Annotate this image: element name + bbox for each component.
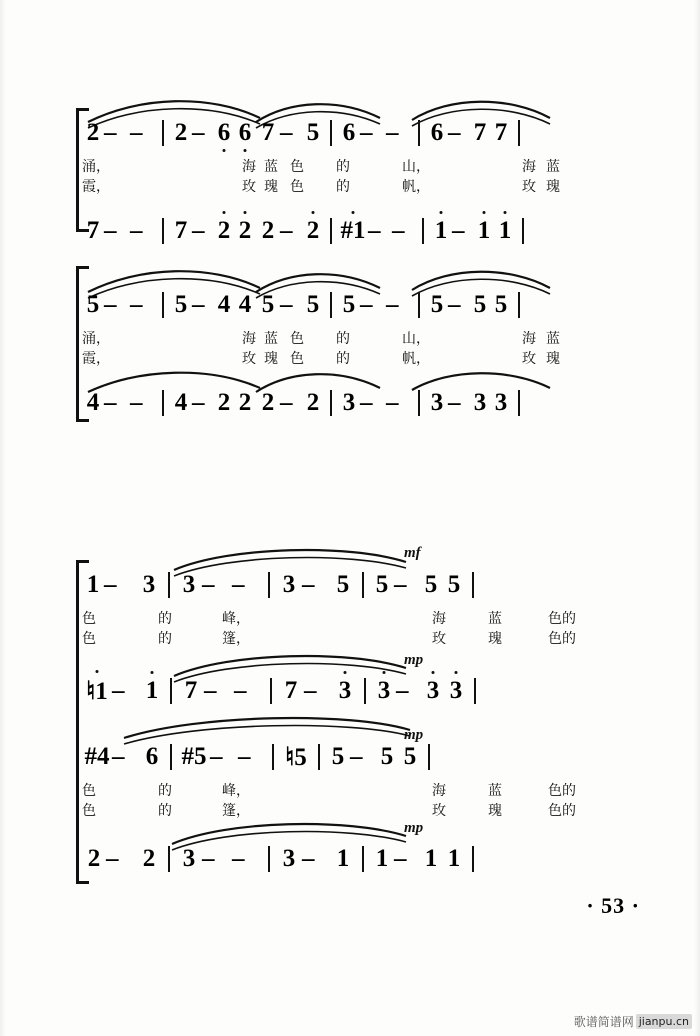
s2-voice3-staff — [82, 740, 436, 774]
lyric-cell: 瑰 — [546, 351, 560, 367]
note: 2 — [142, 845, 156, 872]
note-extender: – — [130, 119, 143, 146]
note: 1 — [86, 571, 100, 598]
note: 3 — [282, 571, 296, 598]
note-extender: – — [302, 845, 315, 872]
note: 7 — [174, 217, 188, 244]
note-extender: – — [192, 291, 205, 318]
lyric-cell: 玫 — [522, 179, 536, 195]
note: 6 — [234, 119, 256, 147]
note-extender: – — [386, 389, 399, 416]
note-extender: – — [302, 571, 315, 598]
note: 1 — [474, 217, 494, 245]
note-sharp: #1 — [338, 217, 368, 245]
note: 6 — [145, 743, 159, 770]
note: 5 — [424, 571, 438, 598]
s1-voice3-staff — [82, 288, 526, 322]
lyric-cell: 霞， — [82, 351, 110, 367]
lyric-cell: 的 — [336, 351, 350, 367]
barline — [272, 744, 274, 770]
lyric-cell: 玫 — [242, 179, 256, 195]
note: 3 — [182, 845, 196, 872]
note-extender: – — [386, 119, 399, 146]
lyric-cell: 篷， — [222, 631, 250, 647]
lyric-cell: 色 — [290, 331, 304, 347]
lyric-cell: 蓝 — [546, 331, 560, 347]
note-extender: – — [394, 845, 407, 872]
dynamic-mp-2: mp — [404, 727, 424, 743]
lyric-cell: 蓝 — [488, 611, 502, 627]
lyric-cell: 玫 — [432, 803, 446, 819]
barline — [428, 744, 430, 770]
note: 5 — [86, 291, 100, 318]
lyric-cell: 色 — [82, 783, 96, 799]
note-extender: – — [304, 677, 317, 704]
footer-label: 歌谱简谱网 — [573, 1015, 634, 1029]
dynamic-mf: mf — [404, 545, 421, 561]
note-extender: – — [112, 743, 125, 770]
lyric-cell: 海 — [242, 159, 256, 175]
lyric-cell: 峰， — [222, 783, 250, 799]
note-extender: – — [130, 291, 143, 318]
note-extender: – — [104, 217, 117, 244]
note-extender: – — [112, 677, 125, 704]
note: 5 — [331, 743, 345, 770]
lyric-cell: 瑰 — [546, 179, 560, 195]
note: 7 — [494, 119, 508, 146]
note: 2 — [86, 119, 100, 146]
note: 7 — [261, 119, 275, 146]
note-extender: – — [448, 389, 461, 416]
note: 5 — [306, 291, 320, 318]
note-extender: – — [192, 119, 205, 146]
barline — [170, 744, 172, 770]
barline — [170, 678, 172, 704]
lyric-cell: 色的 — [548, 803, 576, 819]
lyric-cell: 玫 — [432, 631, 446, 647]
lyric-cell: 色 — [82, 631, 96, 647]
lyric-cell: 瑰 — [488, 631, 502, 647]
barline — [268, 572, 270, 598]
note: 5 — [447, 571, 461, 598]
lyric-cell: 帆， — [402, 351, 430, 367]
note-extender: – — [360, 291, 373, 318]
note-natural: ♮1 — [82, 676, 112, 706]
dynamic-mp-1: mp — [404, 652, 424, 668]
note: 5 — [336, 571, 350, 598]
note-extender: – — [202, 571, 215, 598]
note-extender: – — [210, 743, 223, 770]
note: 2 — [217, 389, 231, 416]
s1-voice1-staff — [82, 116, 526, 150]
s2-voice1-staff — [82, 568, 480, 602]
note: 2 — [261, 389, 275, 416]
footer-watermark — [574, 1013, 692, 1030]
note-extender: – — [204, 677, 217, 704]
note: 3 — [342, 389, 356, 416]
lyric-cell: 玫 — [242, 351, 256, 367]
dynamic-mp-3: mp — [404, 820, 424, 836]
lyric-cell: 的 — [158, 803, 172, 819]
s1-voice2-staff — [82, 214, 530, 248]
lyric-cell: 山， — [402, 331, 430, 347]
note-extender: – — [280, 217, 293, 244]
note-sharp: #4 — [84, 743, 110, 770]
barline — [518, 292, 520, 318]
barline — [330, 120, 332, 146]
note-extender: – — [448, 291, 461, 318]
note: 3 — [332, 677, 358, 705]
barline — [162, 120, 164, 146]
note: 7 — [284, 677, 298, 704]
lyric-cell: 蓝 — [488, 783, 502, 799]
note-extender: – — [104, 389, 117, 416]
note: 3 — [422, 677, 444, 705]
note-extender: – — [192, 217, 205, 244]
barline — [472, 572, 474, 598]
page-edge-left — [0, 0, 6, 1036]
lyric-cell: 海 — [242, 331, 256, 347]
note-extender: – — [360, 119, 373, 146]
note: 5 — [342, 291, 356, 318]
barline — [418, 120, 420, 146]
note-extender: – — [280, 291, 293, 318]
note: 1 — [336, 845, 350, 872]
note-extender: – — [238, 743, 251, 770]
barline — [270, 678, 272, 704]
note: 2 — [87, 845, 101, 872]
lyric-cell: 蓝 — [546, 159, 560, 175]
barline — [522, 218, 524, 244]
note: 5 — [380, 743, 394, 770]
note: 5 — [403, 743, 417, 770]
lyric-cell: 瑰 — [264, 351, 278, 367]
note: 1 — [430, 217, 452, 245]
note: 3 — [182, 571, 196, 598]
note-extender: – — [104, 571, 117, 598]
note-extender: – — [232, 845, 245, 872]
lyric-cell: 峰， — [222, 611, 250, 627]
note-extender: – — [232, 571, 245, 598]
note-extender: – — [448, 119, 461, 146]
lyric-cell: 涌， — [82, 331, 110, 347]
note-extender: – — [192, 389, 205, 416]
lyric-cell: 山， — [402, 159, 430, 175]
lyric-cell: 的 — [158, 631, 172, 647]
note: 3 — [142, 571, 156, 598]
note-extender: – — [280, 119, 293, 146]
note: 5 — [261, 291, 275, 318]
note-extender: – — [452, 217, 465, 244]
barline — [162, 218, 164, 244]
note: 7 — [473, 119, 487, 146]
barline — [168, 846, 170, 872]
barline — [330, 218, 332, 244]
note: 1 — [494, 217, 516, 245]
note: 6 — [430, 119, 444, 146]
lyric-cell: 海 — [432, 611, 446, 627]
note: 2 — [174, 119, 188, 146]
note: 4 — [238, 291, 252, 318]
note: 6 — [342, 119, 356, 146]
barline — [418, 390, 420, 416]
note-extender: – — [396, 677, 409, 704]
s2-voice2-staff — [82, 674, 482, 708]
barline — [422, 218, 424, 244]
note: 5 — [306, 119, 320, 146]
lyric-cell: 的 — [336, 331, 350, 347]
note-extender: – — [368, 217, 381, 244]
barline — [330, 390, 332, 416]
lyric-cell: 蓝 — [264, 331, 278, 347]
lyric-cell: 帆， — [402, 179, 430, 195]
lyric-cell: 涌， — [82, 159, 110, 175]
lyric-cell: 色的 — [548, 631, 576, 647]
lyric-cell: 色的 — [548, 611, 576, 627]
barline — [362, 846, 364, 872]
lyric-cell: 色 — [82, 611, 96, 627]
note: 2 — [261, 217, 275, 244]
note: 3 — [430, 389, 444, 416]
lyric-cell: 篷， — [222, 803, 250, 819]
footer-site: jianpu.cn — [636, 1014, 692, 1029]
note: 3 — [372, 677, 396, 705]
barline — [474, 678, 476, 704]
barline — [168, 572, 170, 598]
barline — [330, 292, 332, 318]
lyric-cell: 色的 — [548, 783, 576, 799]
lyric-cell: 色 — [82, 803, 96, 819]
note: 1 — [447, 845, 461, 872]
note: 1 — [140, 677, 164, 705]
barline — [518, 390, 520, 416]
note-extender: – — [234, 677, 247, 704]
note-extender: – — [360, 389, 373, 416]
note: 4 — [86, 389, 100, 416]
lyric-cell: 色 — [290, 159, 304, 175]
barline — [418, 292, 420, 318]
page-number: · 53 · — [586, 893, 640, 918]
barline — [362, 572, 364, 598]
note: 3 — [473, 389, 487, 416]
lyric-cell: 海 — [522, 331, 536, 347]
note-extender: – — [104, 119, 117, 146]
note-extender: – — [280, 389, 293, 416]
note: 5 — [430, 291, 444, 318]
note: 4 — [174, 389, 188, 416]
page-edge-right — [694, 0, 700, 1036]
note: 2 — [214, 217, 234, 245]
note: 2 — [238, 389, 252, 416]
lyric-cell: 的 — [336, 159, 350, 175]
lyric-cell: 瑰 — [264, 179, 278, 195]
note-extender: – — [202, 845, 215, 872]
barline — [268, 846, 270, 872]
lyric-cell: 霞， — [82, 179, 110, 195]
note-extender: – — [392, 217, 405, 244]
s2-voice4-staff — [82, 842, 480, 876]
barline — [518, 120, 520, 146]
note: 7 — [86, 217, 100, 244]
lyric-cell: 瑰 — [488, 803, 502, 819]
barline — [162, 390, 164, 416]
note-extender: – — [106, 845, 119, 872]
note-extender: – — [130, 217, 143, 244]
s1-voice4-staff — [82, 386, 526, 420]
note: 5 — [494, 291, 508, 318]
note: 3 — [282, 845, 296, 872]
barline — [318, 744, 320, 770]
barline — [472, 846, 474, 872]
note-extender: – — [104, 291, 117, 318]
note: 3 — [444, 677, 468, 705]
note: 5 — [375, 571, 389, 598]
barline — [162, 292, 164, 318]
note-extender: – — [350, 743, 363, 770]
note: 7 — [184, 677, 198, 704]
lyric-cell: 玫 — [522, 351, 536, 367]
lyric-cell: 的 — [336, 179, 350, 195]
note: 3 — [494, 389, 508, 416]
lyric-cell: 蓝 — [264, 159, 278, 175]
note-natural: ♮5 — [285, 744, 307, 771]
note-sharp: #5 — [181, 743, 207, 770]
note: 5 — [174, 291, 188, 318]
note: 5 — [473, 291, 487, 318]
note-extender: – — [386, 291, 399, 318]
note-extender: – — [394, 571, 407, 598]
lyric-cell: 色 — [290, 351, 304, 367]
lyric-cell: 的 — [158, 783, 172, 799]
note: 2 — [306, 389, 320, 416]
lyric-cell: 海 — [522, 159, 536, 175]
note-extender: – — [130, 389, 143, 416]
lyric-cell: 的 — [158, 611, 172, 627]
note: 2 — [234, 217, 256, 245]
barline — [364, 678, 366, 704]
lyric-cell: 海 — [432, 783, 446, 799]
note: 4 — [217, 291, 231, 318]
note: 1 — [424, 845, 438, 872]
lyric-cell: 色 — [290, 179, 304, 195]
note: 2 — [302, 217, 324, 245]
note: 6 — [214, 119, 234, 147]
note: 1 — [375, 845, 389, 872]
